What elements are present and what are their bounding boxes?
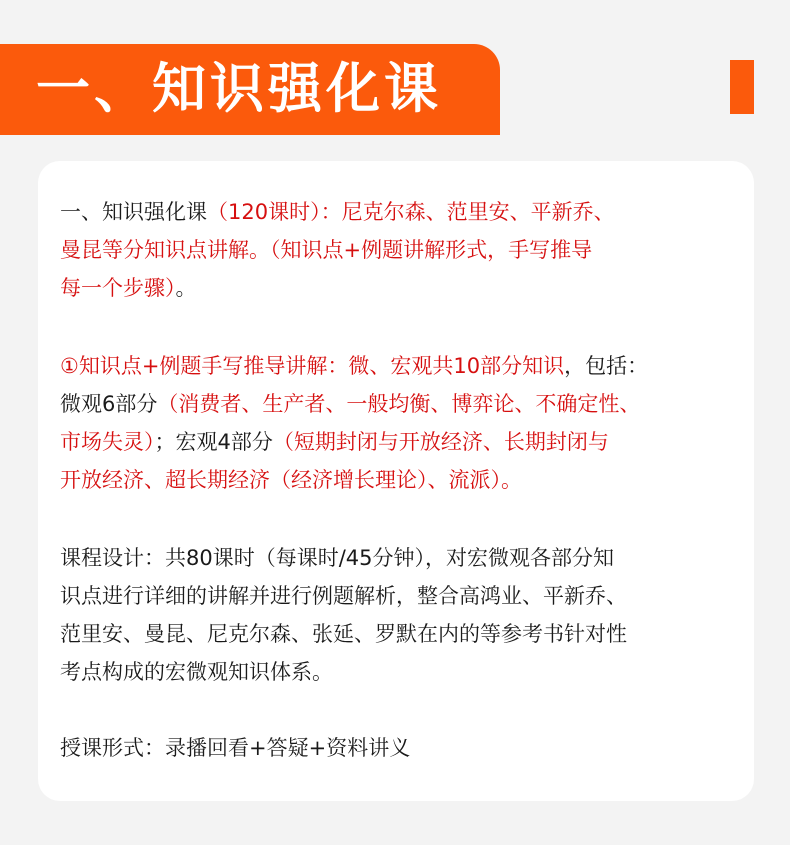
course-design-line3: 范里安、曼昆、尼克尔森、张延、罗默在内的等参考书针对性	[60, 622, 627, 646]
section1-line3-red: 每一个步骤）	[60, 276, 176, 300]
course-name: 一、知识强化课	[60, 200, 207, 224]
section2-line1	[60, 351, 648, 381]
macro-label: ；宏观4部分	[154, 430, 273, 454]
teaching-format: 授课形式：录播回看+答疑+资料讲义	[60, 736, 411, 760]
course-design-line1: 课程设计：共80课时（每课时/45分钟），对宏微观各部分知	[60, 546, 615, 570]
section1-line3	[60, 273, 197, 303]
section2-line1-black: ，包括：	[564, 354, 649, 378]
content-card	[38, 161, 754, 801]
section2-line1-red: ①知识点+例题手写推导讲解：微、宏观共10部分知识	[60, 354, 565, 378]
section1-line3-end: 。	[175, 276, 197, 300]
section1-line2: 曼昆等分知识点讲解。（知识点+例题讲解形式，手写推导	[60, 238, 593, 262]
title-banner	[0, 44, 500, 135]
micro-topics: （消费者、生产者、一般均衡、博弈论、不确定性、	[157, 392, 641, 416]
course-design-line2: 识点进行详细的讲解并进行例题解析，整合高鸿业、平新乔、	[60, 584, 627, 608]
accent-bar	[730, 60, 754, 114]
micro-topics-end: 市场失灵）	[60, 430, 155, 454]
page-title: 一、知识强化课	[36, 57, 442, 120]
section2-line2	[60, 389, 640, 419]
section2-line4: 开放经济、超长期经济（经济增长理论）、流派）。	[60, 468, 522, 492]
section2-line3	[60, 427, 609, 457]
macro-topics: （短期封闭与开放经济、长期封闭与	[272, 430, 609, 454]
course-hours-and-authors: （120课时）：尼克尔森、范里安、平新乔、	[207, 200, 615, 224]
course-design-line4: 考点构成的宏微观知识体系。	[60, 660, 333, 684]
micro-label: 微观6部分	[60, 392, 158, 416]
section1-line1	[60, 197, 615, 227]
